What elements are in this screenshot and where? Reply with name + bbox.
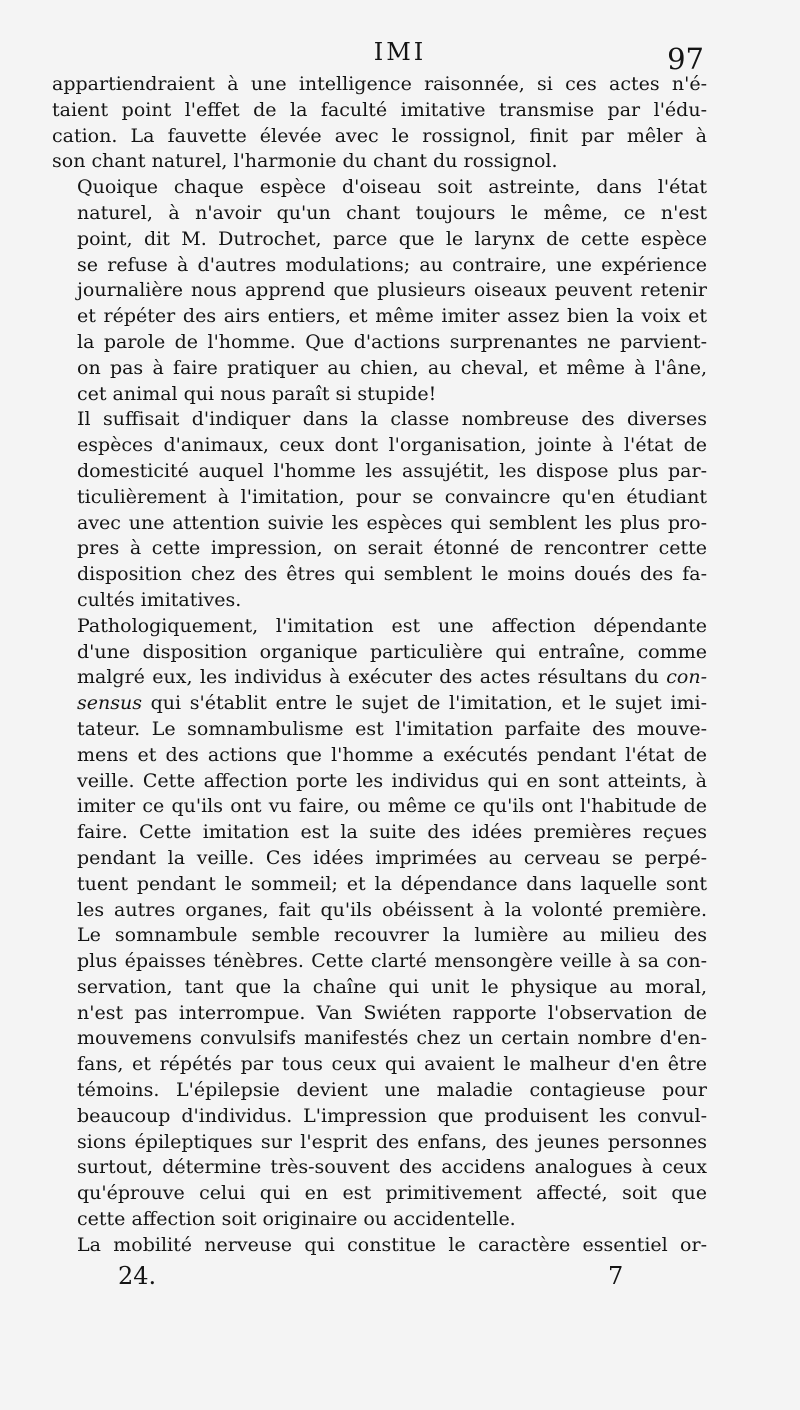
text-line: et répéter des airs entiers, et même imiter assez bien la voix et [77,305,707,328]
text-line: mens et des actions que l'homme a exécutés pendant l'état de [77,743,707,766]
text-line: servation, tant que la chaîne qui unit le physique au moral, [77,975,707,998]
italic-term: con- [666,666,707,689]
text-line: plus épaisses ténèbres. Cette clarté mensongère veille à sa con- [77,950,707,973]
page-header [0,30,800,76]
page-footer [0,1262,800,1302]
text-line: avec une attention suivie les espèces qui semblent les plus pro- [77,511,707,534]
text-line: mouvemens convulsifs manifestés chez un certain nombre d'en- [77,1027,707,1050]
text-line: se refuse à d'autres modulations; au contraire, une expérience [77,253,707,276]
text-line: disposition chez des êtres qui semblent le moins doués des fa- [77,563,707,586]
text-line: beaucoup d'individus. L'impression que produisent les convul- [77,1104,707,1127]
text-line: naturel, à n'avoir qu'un chant toujours le même, ce n'est [77,201,707,224]
text-line: sions épileptiques sur l'esprit des enfans, des jeunes personnes [77,1130,707,1153]
text-line: fans, et répétés par tous ceux qui avaient le malheur d'en être [77,1053,707,1076]
paragraph-5 [52,1233,707,1259]
text-line: les autres organes, fait qu'ils obéissent à la volonté première. [77,898,707,921]
text-line: Pathologiquement, l'imitation est une affection dépendante [77,614,707,637]
text-line: appartiendraient à une intelligence raisonnée, si ces actes n'é- [52,73,707,95]
text-line: témoins. L'épilepsie devient une maladie contagieuse pour [77,1079,707,1102]
text-line: point, dit M. Dutrochet, parce que le larynx de cette espèce [77,227,707,250]
text-line: d'une disposition organique particulière qui entraîne, comme [77,640,707,663]
paragraph-1 [52,72,707,175]
text-line: qu'éprouve celui qui en est primitivement affecté, soit que [77,1182,707,1205]
text-line: imiter ce qu'ils ont vu faire, ou même ce qu'ils ont l'habitude de [77,795,707,818]
text-line: la parole de l'homme. Que d'actions surprenantes ne parvient- [77,330,707,353]
text-line: cultés imitatives. [77,588,242,611]
text-line: faire. Cette imitation est la suite des idées premières reçues [77,821,707,844]
text-line: surtout, détermine très-souvent des accidens analogues à ceux [77,1156,707,1179]
text-line: pres à cette impression, on serait étonné de rencontrer cette [77,537,707,560]
text-line: cation. La fauvette élevée avec le rossignol, finit par mêler à [52,124,707,147]
text-line: tateur. Le somnambulisme est l'imitation parfaite des mouve- [77,717,707,740]
paragraph-3 [52,407,707,613]
text-line: pendant la veille. Ces idées imprimées au cerveau se perpé- [77,846,707,869]
text-line: taient point l'effet de la faculté imitative transmise par l'édu- [52,98,707,121]
text-line: cet animal qui nous paraît si stupide! [77,382,437,405]
page-number: 97 [667,42,704,76]
running-head: IMI [373,38,427,66]
paragraph-4 [52,614,707,1233]
text-line: veille. Cette affection porte les individus qui en sont atteints, à [77,769,707,792]
text-line: Le somnambule semble recouvrer la lumière au milieu des [77,924,707,947]
text-fragment: qui s'établit entre le sujet de l'imitation, et le sujet imi- [141,692,707,715]
text-line: on pas à faire pratiquer au chien, au cheval, et même à l'âne, [77,356,707,379]
text-line: cette affection soit originaire ou accidentelle. [77,1208,516,1231]
text-line: tuent pendant le sommeil; et la dépendance dans laquelle sont [77,872,707,895]
signature-number: 7 [608,1262,624,1290]
text-line [52,691,707,717]
text-fragment: malgré eux, les individus à exécuter des actes résultans du [77,666,659,689]
text-line: domesticité auquel l'homme les assujétit, les dispose plus par- [77,459,707,482]
text-line: n'est pas interrompue. Van Swiéten rapporte l'observation de [77,1001,707,1024]
italic-term: sensus [77,692,142,715]
text-line: Il suffisait d'indiquer dans la classe nombreuse des diverses [77,408,707,431]
text-line: espèces d'animaux, ceux dont l'organisation, jointe à l'état de [77,434,707,457]
text-line: La mobilité nerveuse qui constitue le caractère essentiel or- [77,1233,707,1256]
text-line: journalière nous apprend que plusieurs oiseaux peuvent retenir [77,279,707,302]
text-line: Quoique chaque espèce d'oiseau soit astreinte, dans l'état [77,176,707,199]
text-line: ticulièrement à l'imitation, pour se convaincre qu'en étudiant [77,485,707,508]
text-line: son chant naturel, l'harmonie du chant du rossignol. [52,150,558,173]
body-text [52,72,707,1259]
signature-mark: 24. [118,1262,157,1290]
text-line [52,665,707,691]
paragraph-2 [52,175,707,407]
